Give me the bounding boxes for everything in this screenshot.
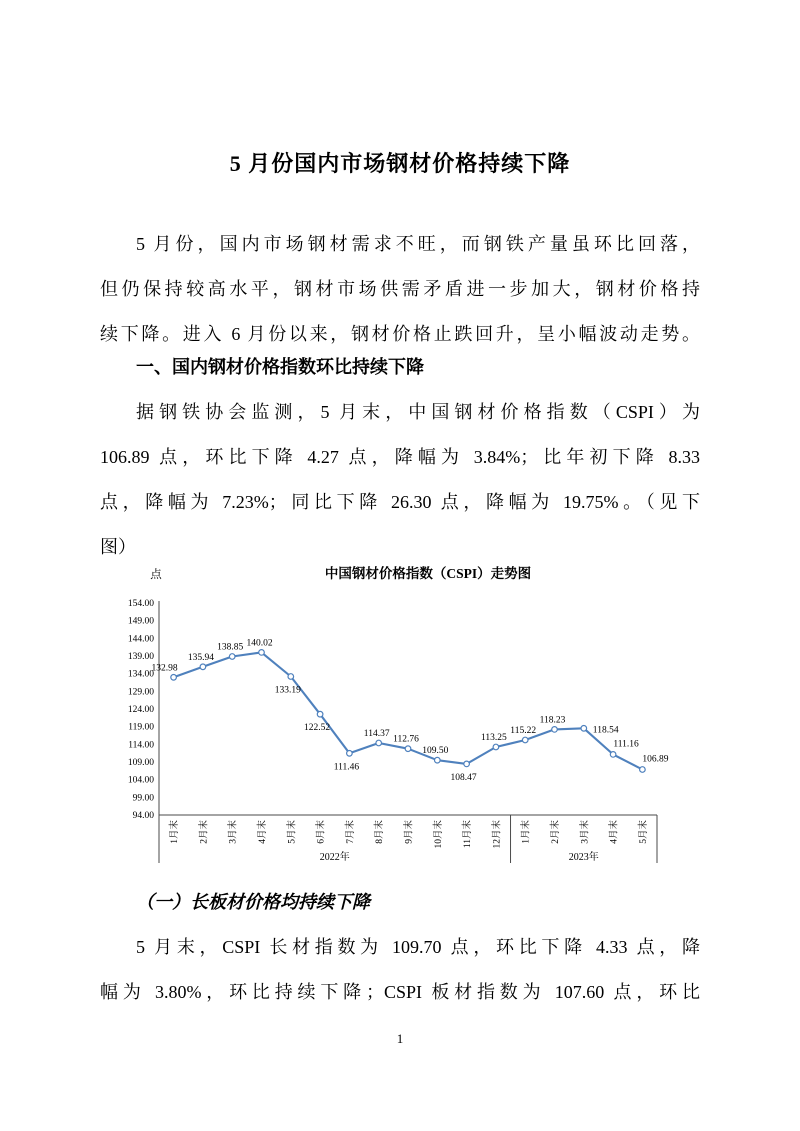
data-point-marker (347, 751, 353, 757)
paragraph-2 (100, 390, 700, 570)
svg-text:138.85: 138.85 (217, 642, 244, 653)
svg-text:144.00: 144.00 (127, 634, 154, 645)
data-point-marker (493, 744, 499, 750)
svg-text:113.25: 113.25 (481, 733, 507, 743)
svg-text:122.52: 122.52 (304, 723, 331, 734)
svg-text:140.02: 140.02 (246, 638, 273, 649)
svg-text:2月末: 2月末 (550, 820, 561, 844)
svg-text:6月末: 6月末 (316, 820, 327, 844)
data-point-marker (610, 752, 616, 758)
svg-text:4月末: 4月末 (258, 820, 269, 844)
svg-text:129.00: 129.00 (127, 687, 154, 698)
text-line: 图） (100, 537, 136, 557)
section-heading-1: 一、国内钢材价格指数环比持续下降 (136, 357, 424, 377)
svg-text:112.76: 112.76 (393, 734, 419, 745)
data-point-marker (522, 737, 528, 743)
chart-title-group (150, 565, 531, 581)
svg-text:104.00: 104.00 (127, 775, 154, 786)
text-line: 106.89 点，环比下降 4.27 点，降幅为 3.84%；比年初下降 8.33 (100, 447, 700, 467)
text-line: 续下降。进入 6 月份以来，钢材价格止跌回升，呈小幅波动走势。 (100, 324, 700, 344)
svg-text:109.50: 109.50 (422, 746, 449, 757)
svg-text:94.00: 94.00 (132, 811, 154, 821)
svg-text:154.00: 154.00 (127, 599, 154, 609)
svg-text:111.16: 111.16 (613, 739, 639, 750)
svg-text:2月末: 2月末 (199, 820, 210, 844)
text-line: 据钢铁协会监测，5 月末，中国钢材价格指数（CSPI）为 (136, 402, 700, 422)
data-point-marker (581, 726, 587, 732)
svg-text:7月末: 7月末 (345, 820, 356, 844)
data-labels (152, 638, 669, 783)
y-axis-labels (128, 599, 154, 821)
svg-text:11月末: 11月末 (463, 820, 474, 849)
text-line: 5 月份，国内市场钢材需求不旺，而钢铁产量虽环比回落， (136, 234, 700, 254)
svg-text:10月末: 10月末 (433, 820, 444, 849)
svg-text:1月末: 1月末 (521, 820, 532, 844)
data-point-marker (464, 761, 470, 767)
svg-text:中国钢材价格指数（CSPI）走势图: 中国钢材价格指数（CSPI）走势图 (324, 566, 532, 581)
svg-text:2023年: 2023年 (568, 852, 599, 863)
svg-text:139.00: 139.00 (127, 652, 154, 662)
data-point-marker (405, 746, 411, 752)
svg-text:114.00: 114.00 (128, 740, 154, 751)
svg-text:5月末: 5月末 (638, 820, 649, 844)
paragraph-1 (100, 222, 700, 357)
svg-text:118.23: 118.23 (539, 715, 566, 726)
page-number: 1 (396, 1031, 404, 1046)
svg-text:118.54: 118.54 (592, 725, 619, 736)
svg-text:114.37: 114.37 (363, 729, 390, 739)
svg-text:5月末: 5月末 (287, 820, 298, 844)
svg-text:111.46: 111.46 (333, 762, 360, 773)
data-point-marker (376, 740, 382, 746)
svg-text:109.00: 109.00 (127, 758, 154, 768)
svg-text:1月末: 1月末 (170, 820, 181, 844)
svg-text:8月末: 8月末 (375, 820, 386, 844)
svg-text:点: 点 (150, 569, 162, 581)
chart-axes (159, 601, 657, 815)
document-title: 5 月份国内市场钢材价格持续下降 (229, 151, 571, 176)
data-point-marker (317, 711, 323, 717)
text-line: 5 月末，CSPI 长材指数为 109.70 点，环比下降 4.33 点，降 (136, 937, 700, 957)
svg-text:3月末: 3月末 (580, 820, 591, 844)
cspi-trend-chart (100, 556, 700, 886)
data-point-marker (288, 674, 294, 680)
svg-text:4月末: 4月末 (609, 820, 620, 844)
data-point-marker (259, 650, 265, 656)
sub-heading-1: （一）长板材价格均持续下降 (136, 892, 370, 912)
svg-text:99.00: 99.00 (132, 793, 154, 804)
svg-text:132.98: 132.98 (151, 663, 178, 674)
data-point-marker (200, 664, 206, 670)
text-line: 但仍保持较高水平，钢材市场供需矛盾进一步加大，钢材价格持 (100, 279, 700, 299)
cspi-chart-svg (100, 556, 700, 886)
svg-text:108.47: 108.47 (450, 772, 477, 783)
text-line: 幅为 3.80%，环比持续下降；CSPI 板材指数为 107.60 点，环比 (100, 982, 700, 1002)
x-axis-labels (159, 815, 657, 863)
svg-text:134.00: 134.00 (127, 669, 154, 680)
svg-text:3月末: 3月末 (228, 820, 239, 844)
paragraph-3 (100, 925, 700, 1015)
cspi-series (171, 650, 645, 773)
svg-text:115.22: 115.22 (510, 726, 537, 736)
svg-text:12月末: 12月末 (492, 820, 503, 849)
data-point-marker (171, 675, 177, 681)
text-line: 点，降幅为 7.23%；同比下降 26.30 点，降幅为 19.75%。（见下 (100, 492, 700, 512)
svg-text:149.00: 149.00 (127, 616, 154, 627)
data-point-marker (640, 767, 646, 773)
svg-text:124.00: 124.00 (127, 705, 154, 715)
data-point-marker (435, 757, 441, 763)
data-point-marker (229, 654, 235, 660)
svg-text:135.94: 135.94 (187, 652, 214, 663)
svg-text:133.19: 133.19 (274, 685, 301, 696)
svg-text:9月末: 9月末 (404, 820, 415, 844)
svg-text:2022年: 2022年 (319, 852, 350, 863)
svg-text:106.89: 106.89 (642, 754, 669, 765)
data-point-marker (552, 727, 558, 733)
svg-text:119.00: 119.00 (128, 722, 154, 733)
